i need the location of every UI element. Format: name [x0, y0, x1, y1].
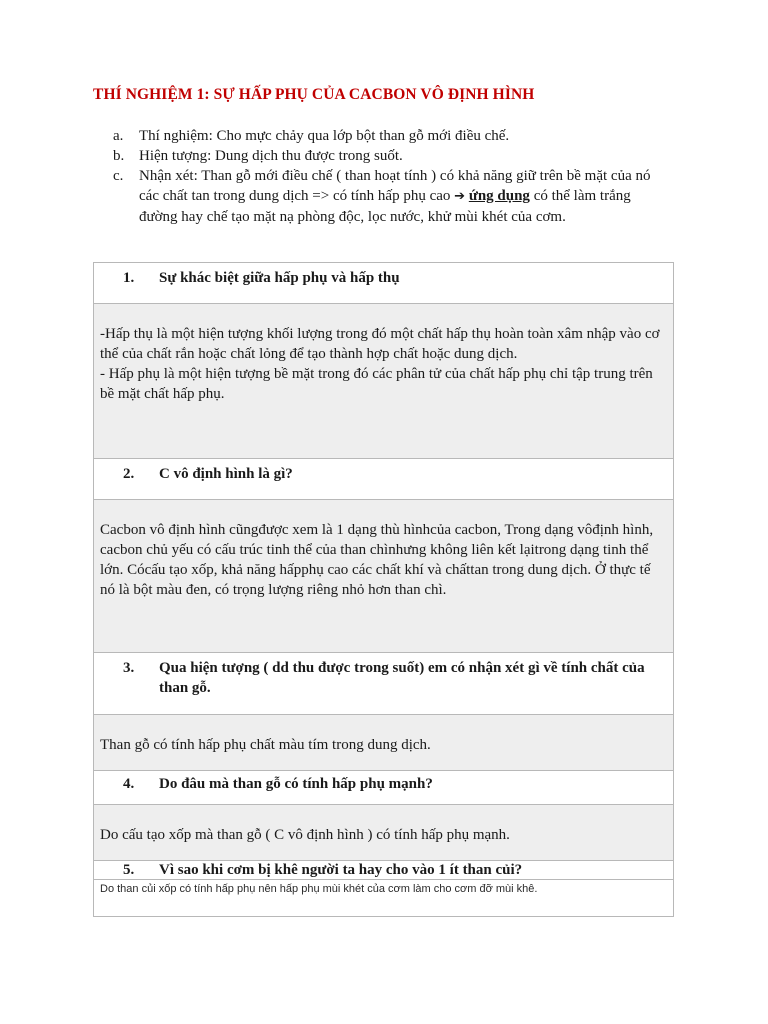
answer-line: Do cấu tạo xốp mà than gỗ ( C vô định hình ) có tính hấp phụ mạnh. [100, 827, 510, 843]
answer-cell [94, 304, 674, 459]
question-row [94, 459, 674, 500]
question-cell [94, 653, 674, 715]
question-number: 5. [123, 862, 135, 878]
answer-row [94, 304, 674, 459]
experiment-notes [108, 126, 668, 227]
answer-row [94, 805, 674, 861]
answer-cell [94, 805, 674, 861]
question-text: Do đâu mà than gỗ có tính hấp phụ mạnh? [159, 776, 433, 792]
answer-row [94, 880, 674, 917]
question-cell [94, 771, 674, 805]
question-row [94, 653, 674, 715]
answer-cell [94, 500, 674, 653]
note-text-continued: có thể làm trắng đường hay chế tạo mặt nạ phòng độc, lọc nước, khử mùi khét của cơm. [139, 188, 631, 225]
question-answer-table [93, 262, 674, 917]
answer-line: -Hấp thụ là một hiện tượng khối lượng trong đó một chất hấp thụ hoàn toàn xâm nhập vào cơ thể của chất rắn hoặc chất lỏng để tạo thành hợp chất hoặc dung dịch. [100, 326, 660, 362]
note-text: Thí nghiệm: Cho mực chảy qua lớp bột than gỗ mới điều chế. [139, 128, 510, 144]
answer-row [94, 715, 674, 771]
question-cell [94, 861, 674, 880]
note-item-experiment [108, 126, 668, 146]
question-cell [94, 263, 674, 304]
question-number: 2. [123, 466, 135, 482]
question-row [94, 771, 674, 805]
application-emphasis: ứng dụng [468, 188, 530, 204]
question-row [94, 263, 674, 304]
question-number: 1. [123, 270, 135, 286]
question-number: 4. [123, 776, 135, 792]
question-text: Qua hiện tượng ( dd thu được trong suốt) em có nhận xét gì về tính chất của than gỗ. [159, 660, 645, 696]
note-text: Nhận xét: Than gỗ mới điều chế ( than hoạt tính ) có khả năng giữ trên bề mặt của nó các chất tan trong dung dịch => có tính hấp phụ cao [139, 168, 651, 204]
answer-line: - Hấp phụ là một hiện tượng bề mặt trong đó các phân tử của chất hấp phụ chỉ tập trung trên bề mặt chất hấp phụ. [100, 366, 653, 402]
note-text: Hiện tượng: Dung dịch thu được trong suốt. [139, 148, 403, 164]
note-letter: a. [113, 128, 124, 144]
question-text: C vô định hình là gì? [159, 466, 293, 482]
answer-row [94, 500, 674, 653]
note-item-phenomenon [108, 146, 668, 166]
answer-line: Do than củi xốp có tính hấp phụ nên hấp phụ mùi khét của cơm làm cho cơm đỡ mùi khê. [100, 883, 538, 895]
answer-cell [94, 715, 674, 771]
question-cell [94, 459, 674, 500]
question-row [94, 861, 674, 880]
question-text: Vì sao khi cơm bị khê người ta hay cho vào 1 ít than củi? [159, 862, 523, 878]
answer-cell [94, 880, 674, 917]
note-letter: b. [113, 148, 125, 164]
experiment-title: THÍ NGHIỆM 1: SỰ HẤP PHỤ CỦA CACBON VÔ ĐỊNH HÌNH [93, 86, 535, 103]
question-number: 3. [123, 660, 135, 676]
note-letter: c. [113, 168, 124, 184]
answer-line: Than gỗ có tính hấp phụ chất màu tím trong dung dịch. [100, 737, 431, 753]
question-text: Sự khác biệt giữa hấp phụ và hấp thụ [159, 270, 400, 286]
arrow-right-icon: ➔ [454, 189, 466, 204]
note-item-remark [108, 166, 668, 227]
answer-line: Cacbon vô định hình cũngđược xem là 1 dạng thù hìnhcủa cacbon, Trong dạng vôđịnh hình, cacbon chủ yếu có cấu trúc tinh thể của than chìnhưng không liên kết lạitrong dạng tinh thể lớn. Cócấu tạo xốp, khả năng hấpphụ cao các chất khí và chấttan trong dung dịch. Ở thực tế nó là bột màu đen, có trọng lượng riêng nhỏ hơn than chì. [100, 522, 654, 598]
